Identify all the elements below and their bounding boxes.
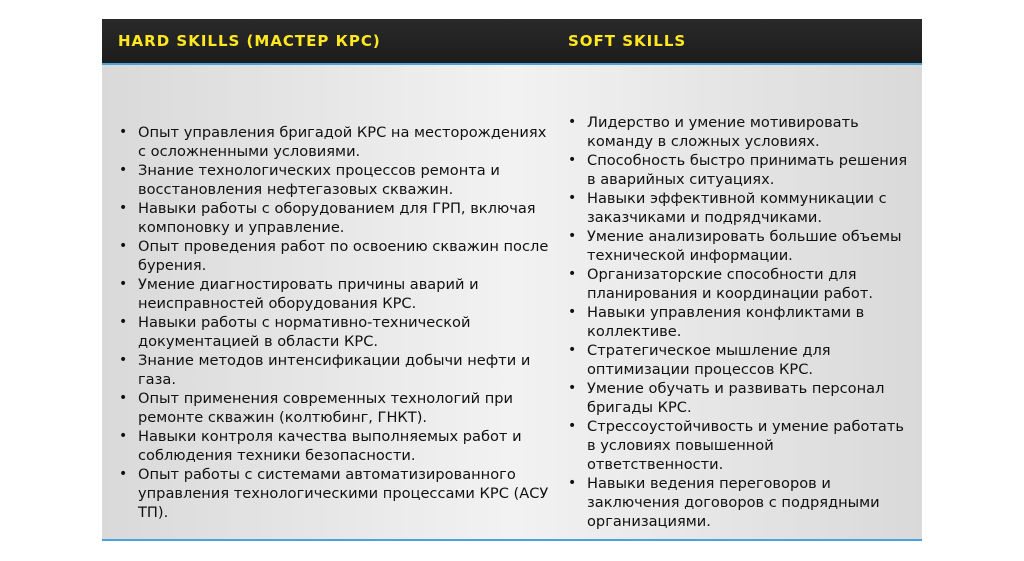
soft-skill-item-text: Лидерство и умение мотивировать команду в сложных условиях.: [587, 114, 859, 150]
bullet-dot-icon: •: [119, 124, 128, 140]
hard-skill-item: [119, 427, 549, 465]
bullet-dot-icon: •: [568, 228, 577, 244]
footer-divider: [102, 539, 922, 541]
bullet-dot-icon: •: [119, 428, 128, 444]
soft-skill-item-text: Навыки управления конфликтами в коллективе.: [587, 304, 865, 340]
hard-skill-item-text: Навыки контроля качества выполняемых работ и соблюдения техники безопасности.: [138, 428, 522, 464]
hard-skill-item-text: Навыки работы с нормативно-технической документацией в области КРС.: [138, 314, 471, 350]
bullet-dot-icon: •: [568, 304, 577, 320]
soft-skill-item: [568, 379, 913, 417]
hard-skill-item: [119, 313, 549, 351]
bullet-dot-icon: •: [568, 418, 577, 434]
hard-skill-item-text: Навыки работы с оборудованием для ГРП, включая компоновку и управление.: [138, 200, 536, 236]
soft-skill-item-text: Умение обучать и развивать персонал бригады КРС.: [587, 380, 885, 416]
hard-skill-item-text: Умение диагностировать причины аварий и неисправностей оборудования КРС.: [138, 276, 479, 312]
table-header: [102, 19, 922, 63]
hard-skill-item: [119, 465, 549, 522]
bullet-dot-icon: •: [568, 114, 577, 130]
hard-skill-item-text: Опыт проведения работ по освоению скважин после бурения.: [138, 238, 549, 274]
hard-skill-item: [119, 389, 549, 427]
hard-skill-item: [119, 351, 549, 389]
hard-skill-item-text: Знание методов интенсификации добычи нефти и газа.: [138, 352, 531, 388]
soft-skill-item-text: Умение анализировать большие объемы технической информации.: [587, 228, 902, 264]
soft-skill-item-text: Навыки эффективной коммуникации с заказчиками и подрядчиками.: [587, 190, 887, 226]
hard-skills-list: [119, 123, 549, 522]
bullet-dot-icon: •: [568, 475, 577, 491]
skills-table: [102, 19, 922, 541]
soft-skill-item: [568, 417, 913, 474]
bullet-dot-icon: •: [568, 190, 577, 206]
bullet-dot-icon: •: [119, 200, 128, 216]
soft-skill-item: [568, 341, 913, 379]
soft-skill-item: [568, 113, 913, 151]
soft-skill-item: [568, 474, 913, 531]
bullet-dot-icon: •: [119, 390, 128, 406]
soft-skill-item-text: Навыки ведения переговоров и заключения договоров с подрядными организациями.: [587, 475, 880, 530]
soft-skills-list: [568, 113, 913, 531]
hard-skills-title: HARD SKILLS (МАСТЕР КРС): [118, 32, 381, 50]
soft-skills-title: SOFT SKILLS: [568, 32, 687, 50]
hard-skill-item-text: Опыт применения современных технологий при ремонте скважин (колтюбинг, ГНКТ).: [138, 390, 514, 426]
soft-skill-item-text: Стрессоустойчивость и умение работать в условиях повышенной ответственности.: [587, 418, 904, 473]
soft-skill-item: [568, 189, 913, 227]
hard-skill-item: [119, 161, 549, 199]
soft-skill-item-text: Организаторские способности для планирования и координации работ.: [587, 266, 873, 302]
soft-skill-item-text: Стратегическое мышление для оптимизации процессов КРС.: [587, 342, 831, 378]
hard-skill-item: [119, 199, 549, 237]
bullet-dot-icon: •: [568, 380, 577, 396]
soft-skill-item: [568, 151, 913, 189]
soft-skill-item-text: Способность быстро принимать решения в аварийных ситуациях.: [587, 152, 908, 188]
bullet-dot-icon: •: [119, 314, 128, 330]
hard-skill-item-text: Знание технологических процессов ремонта и восстановления нефтегазовых скважин.: [138, 162, 500, 198]
hard-skill-item: [119, 123, 549, 161]
bullet-dot-icon: •: [119, 162, 128, 178]
soft-skill-item: [568, 303, 913, 341]
bullet-dot-icon: •: [119, 352, 128, 368]
bullet-dot-icon: •: [119, 276, 128, 292]
bullet-dot-icon: •: [568, 266, 577, 282]
soft-skill-item: [568, 265, 913, 303]
table-body: [102, 65, 922, 539]
hard-skill-item: [119, 275, 549, 313]
bullet-dot-icon: •: [119, 466, 128, 482]
bullet-dot-icon: •: [119, 238, 128, 254]
bullet-dot-icon: •: [568, 342, 577, 358]
bullet-dot-icon: •: [568, 152, 577, 168]
hard-skill-item-text: Опыт управления бригадой КРС на месторождениях с осложненными условиями.: [138, 124, 547, 160]
soft-skill-item: [568, 227, 913, 265]
hard-skill-item-text: Опыт работы с системами автоматизированного управления технологическими процессами КРС (АСУ ТП).: [138, 466, 549, 521]
hard-skill-item: [119, 237, 549, 275]
